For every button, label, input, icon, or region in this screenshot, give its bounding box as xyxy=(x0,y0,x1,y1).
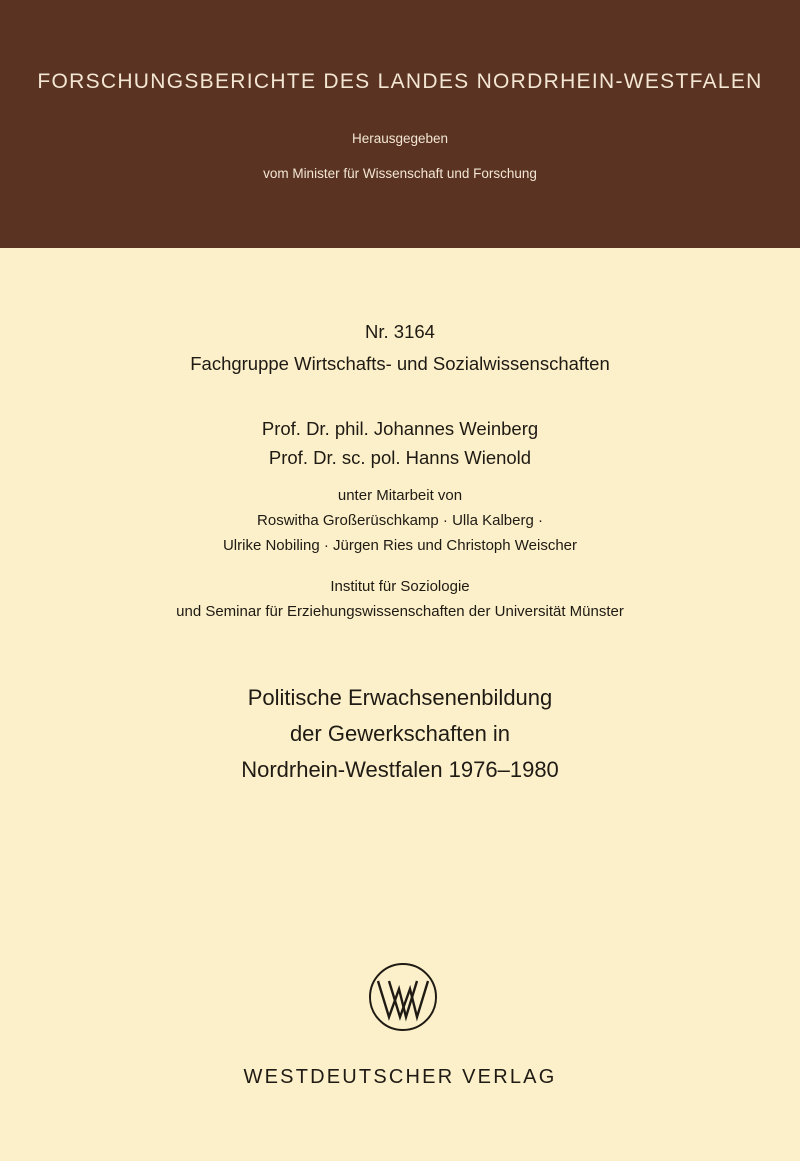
westdeutscher-verlag-w-logo-icon xyxy=(368,962,438,1032)
publisher-name: WESTDEUTSCHER VERLAG xyxy=(243,1066,557,1088)
collaborators-line-2: Ulrike Nobiling · Jürgen Ries und Christoph Weischer xyxy=(222,537,578,554)
author-1: Prof. Dr. phil. Johannes Weinberg xyxy=(261,418,539,439)
series-title: FORSCHUNGSBERICHTE DES LANDES NORDRHEIN-WESTFALEN xyxy=(37,70,763,93)
subject-group: Fachgruppe Wirtschafts- und Sozialwissenschaften xyxy=(190,353,610,374)
book-title-line-3: Nordrhein-Westfalen 1976–1980 xyxy=(241,757,559,782)
issuer-name: vom Minister für Wissenschaft und Forschung xyxy=(263,166,537,181)
collaborators-line-1: Roswitha Großerüschkamp · Ulla Kalberg · xyxy=(257,512,543,529)
collaboration-intro: unter Mitarbeit von xyxy=(337,487,463,504)
author-2: Prof. Dr. sc. pol. Hanns Wienold xyxy=(268,447,532,468)
book-title-line-1: Politische Erwachsenenbildung xyxy=(247,685,553,710)
institution-line-2: und Seminar für Erziehungswissenschaften der Universität Münster xyxy=(176,603,624,620)
book-title-line-2: der Gewerkschaften in xyxy=(289,721,511,746)
institution-line-1: Institut für Soziologie xyxy=(330,578,470,595)
issued-by-label: Herausgegeben xyxy=(351,131,449,146)
report-number: Nr. 3164 xyxy=(365,321,435,342)
header-band xyxy=(0,0,800,248)
